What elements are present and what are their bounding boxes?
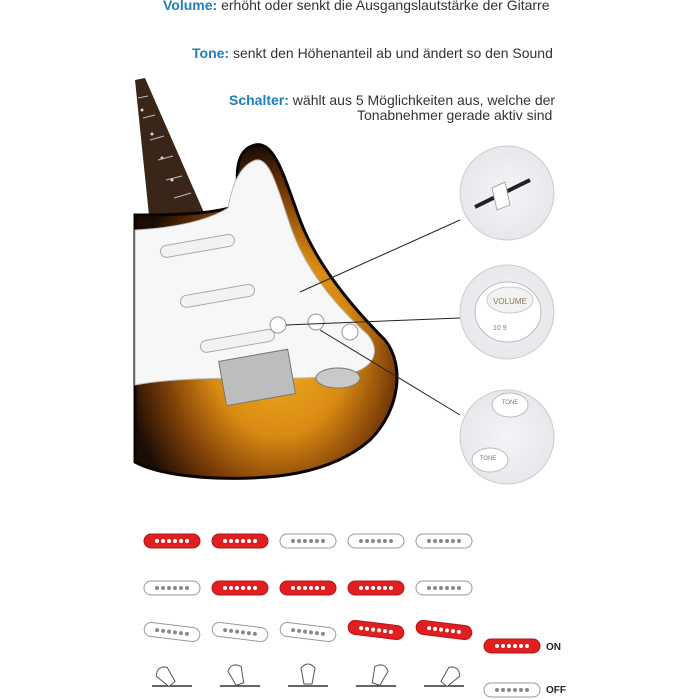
switch-key: Schalter: — [229, 92, 289, 108]
pickup-bridge-pos-4 — [347, 620, 404, 641]
volume-knob-numbers: 10 9 — [493, 325, 507, 332]
pickup-neck-pos-1 — [144, 534, 200, 548]
legend-off-pickup — [484, 683, 540, 697]
pickup-selector-diagram — [143, 534, 472, 688]
volume-desc: erhöht oder senkt die Ausgangslautstärke der Gitarre — [217, 0, 550, 13]
switch-lever-icon-4 — [356, 663, 396, 687]
pickup-neck-pos-5 — [416, 534, 472, 548]
tone-detail-circle — [460, 390, 554, 484]
legend-on-label: ON — [546, 642, 561, 653]
legend-on-pickup — [484, 639, 540, 653]
switch-desc-2: Tonabnehmer gerade aktiv sind — [357, 107, 553, 123]
tone-knob-label-1: TONE — [501, 400, 519, 406]
switch-lever-icon-5 — [424, 664, 464, 688]
switch-lever-icon-3 — [288, 664, 328, 686]
tone-knob-label-2: TONE — [479, 456, 497, 462]
switch-desc: wählt aus 5 Möglichkeiten aus, welche der — [288, 92, 556, 108]
pickup-bridge-pos-3 — [279, 622, 336, 643]
switch-lever-icon-2 — [220, 663, 260, 687]
pickup-middle-pos-4 — [348, 581, 404, 595]
pickup-middle-pos-2 — [212, 581, 268, 595]
pickup-neck-pos-4 — [348, 534, 404, 548]
pickup-bridge-pos-5 — [415, 620, 472, 641]
tone-key: Tone: — [192, 45, 230, 61]
volume-knob-label: VOLUME — [493, 297, 527, 306]
pickup-neck-pos-2 — [212, 534, 268, 548]
pickup-bridge-pos-1 — [143, 622, 200, 643]
volume-key: Volume: — [163, 0, 218, 13]
tone-desc: senkt den Höhenanteil ab und ändert so den Sound — [229, 45, 553, 61]
guitar-neck — [135, 78, 205, 225]
switch-detail-circle — [460, 146, 554, 240]
pickup-bridge-pos-2 — [211, 622, 268, 643]
pickup-neck-pos-3 — [280, 534, 336, 548]
legend-off-label: OFF — [546, 685, 566, 696]
pickup-middle-pos-3 — [280, 581, 336, 595]
switch-lever-icon-1 — [152, 664, 192, 688]
legend-icons — [484, 639, 540, 697]
pickup-middle-pos-1 — [144, 581, 200, 595]
pickup-middle-pos-5 — [416, 581, 472, 595]
volume-detail-circle — [460, 265, 554, 359]
